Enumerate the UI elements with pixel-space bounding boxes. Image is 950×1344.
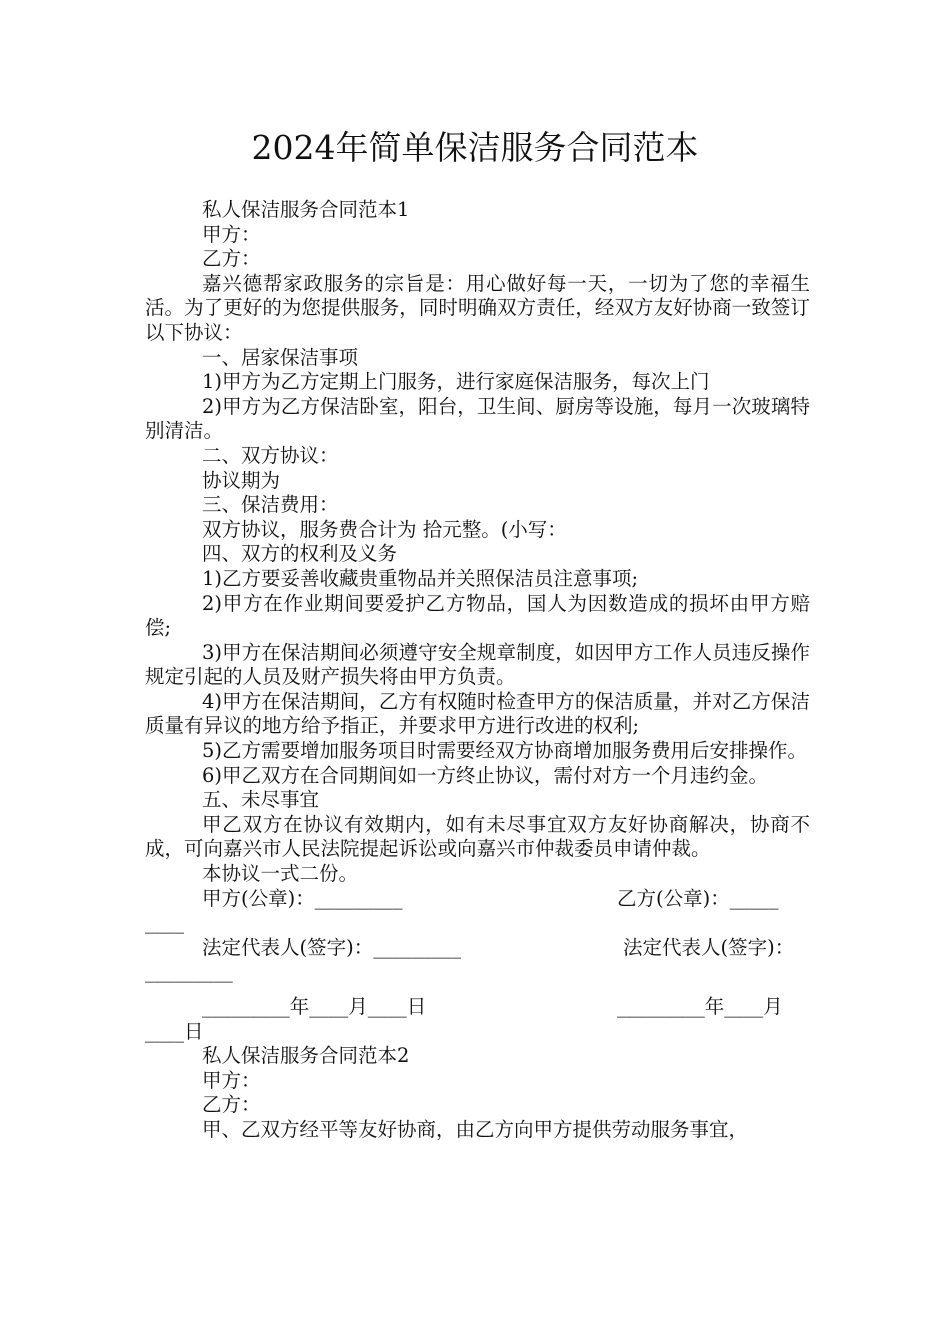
clause-heading: 二、双方协议： [202, 443, 339, 467]
clause-heading: 三、保洁费用： [202, 493, 339, 517]
clause-item: 5)乙方需要增加服务项目时需要经双方协商增加服务费用后安排操作。 [202, 739, 808, 763]
intro-paragraph: 嘉兴德帮家政服务的宗旨是：用心做好每一天，一切为了您的幸福生活。为了更好的为您提供服务，同时明确双方责任，经双方友好协商一致签订以下协议： [145, 271, 810, 344]
copies-note: 本协议一式二份。 [202, 862, 359, 886]
intro-paragraph: 甲、乙双方经平等友好协商，由乙方向甲方提供劳动服务事宜， [202, 1117, 749, 1141]
party-a-date: _________年____月____日 [202, 995, 427, 1018]
clause-heading: 四、双方的权利及义务 [202, 542, 398, 566]
document-title: 2024年简单保洁服务合同范本 [251, 128, 699, 167]
party-b-representative-line: _________ [145, 960, 233, 984]
clause-item: 2)甲方为乙方保洁卧室，阳台，卫生间、厨房等设施，每月一次玻璃特别清洁。 [145, 394, 810, 443]
date-row-wrap [145, 1020, 810, 1045]
clause-item: 2)甲方在作业期间要爱护乙方物品，国人为因数造成的损坏由甲方赔偿; [145, 591, 810, 640]
clause-heading: 一、居家保洁事项 [202, 345, 359, 369]
party-a-seal: 甲方(公章)：_________ [202, 886, 403, 910]
clause-item: 1)乙方要妥善收藏贵重物品并关照保洁员注意事项; [202, 566, 639, 590]
section-heading: 私人保洁服务合同范本1 [202, 198, 410, 221]
party-a-label: 甲方： [202, 1068, 261, 1092]
clause-item: 1)甲方为乙方定期上门服务，进行家庭保洁服务，每次上门 [202, 370, 710, 394]
clause-item: 甲乙双方在协议有效期内，如有未尽事宜双方友好协商解决，协商不成，可向嘉兴市人民法院提起诉讼或向嘉兴市仲裁委员申请仲裁。 [145, 812, 810, 861]
clause-item: 6)甲乙双方在合同期间如一方终止协议，需付对方一个月违约金。 [202, 763, 769, 787]
party-a-label: 甲方： [202, 222, 261, 246]
clause-item: 4)甲方在保洁期间，乙方有权随时检查甲方的保洁质量，并对乙方保洁质量有异议的地方给予指正，并要求甲方进行改进的权利; [145, 689, 810, 738]
party-b-date: _________年____月 [617, 995, 783, 1018]
party-b-label: 乙方： [202, 1093, 261, 1117]
party-b-representative: 法定代表人(签字)： [623, 935, 795, 959]
seal-row-wrap [145, 911, 810, 936]
clause-item: 3)甲方在保洁期间必须遵守安全规章制度，如因甲方工作人员违反操作规定引起的人员及财产损失将由甲方负责。 [145, 640, 810, 689]
party-b-label: 乙方： [202, 247, 261, 271]
representative-row [145, 936, 810, 961]
section-heading: 私人保洁服务合同范本2 [202, 1044, 410, 1068]
representative-row-wrap [145, 960, 810, 985]
clause-heading: 五、未尽事宜 [202, 788, 320, 812]
party-b-seal-line: ____ [145, 911, 184, 935]
party-a-representative: 法定代表人(签字)：_________ [202, 935, 461, 959]
date-row [145, 995, 810, 1020]
document-body [145, 198, 810, 1143]
clause-item: 协议期为 [202, 468, 281, 492]
party-b-date-line: ____日 [145, 1019, 204, 1043]
clause-item: 双方协议，服务费合计为 拾元整。(小写： [202, 517, 567, 541]
party-b-seal: 乙方(公章)：_____ [617, 886, 779, 910]
seal-row [145, 887, 810, 912]
